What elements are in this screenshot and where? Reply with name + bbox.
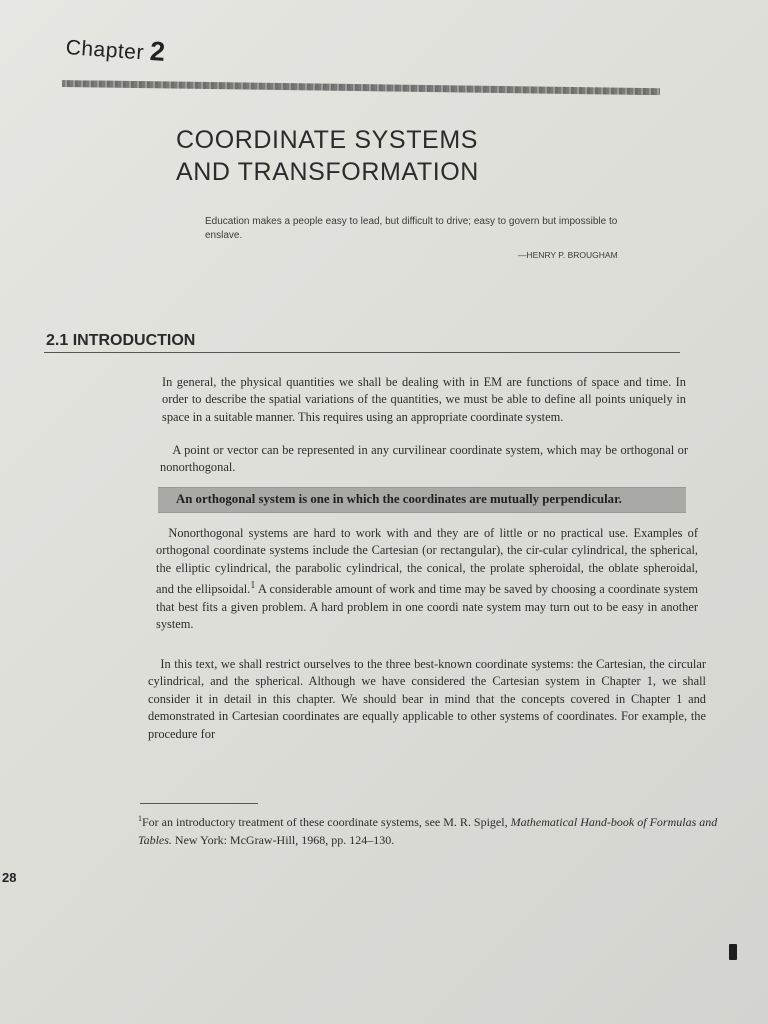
chapter-title-line1: COORDINATE SYSTEMS	[176, 126, 479, 154]
chapter-title	[176, 124, 479, 188]
paragraph-1: In general, the physical quantities we shall be dealing with in EM are functions of space and time. In order to describe the spatial variations of the quantities, we must be able to define all points uniquely in space in a suitable manner. This requires using an appropriate coordinate system.	[162, 375, 686, 424]
paragraph-4	[148, 656, 706, 743]
footnote-book-title: Mathematical Hand-book of Formulas and Tables.	[138, 815, 718, 847]
chapter-number: 2	[149, 35, 167, 67]
page-number: 28	[2, 870, 17, 885]
footnote-marker: 1	[138, 814, 142, 823]
chapter-decorative-bar	[62, 80, 660, 95]
paragraph-4-text: In this text, we shall restrict ourselves to the three best-known coordinate systems: the Cartesian, the circular cylindrical, and the spherical. Although we have considered the Cartesian system in Chapter 1, we shall consider it in detail in this chapter. We should bear in mind that the concepts covered in Chapter 1 and demonstrated in Cartesian coordinates are equally applicable to other systems of coordinates. For example, the procedure for	[148, 657, 706, 741]
footnote-reference: 1	[250, 580, 256, 592]
paragraph-3-text: Nonorthogonal systems are hard to work with and they are of little or no practical use. Examples of orthogonal coordinate systems include the Cartesian (or rectangular), the cir-cular cylindrical, the spherical, the elliptic cylindrical, the parabolic cylindrical, the conical, the prolate spheroidal, the oblate spheroidal, and the ellipsoidal.	[156, 526, 698, 597]
paragraph-2-text: A point or vector can be represented in any curvilinear coordinate system, which may be orthogonal or nonorthogonal.	[160, 443, 688, 475]
epigraph-quote: Education makes a people easy to lead, but difficult to drive; easy to govern but impossible to enslave.	[205, 216, 618, 241]
chapter-title-line2: AND TRANSFORMATION	[176, 158, 479, 186]
epigraph-attribution: —HENRY P. BROUGHAM	[518, 250, 618, 260]
chapter-word: Chapter	[65, 36, 145, 65]
paragraph-3-tail: A considerable amount of work and time may be saved by choosing a coordinate system that best fits a given problem. A hard problem in one coordi nate system may turn out to be easy in another system.	[156, 582, 698, 632]
section-heading: 2.1 INTRODUCTION	[46, 332, 196, 349]
footnote-rule	[140, 803, 258, 804]
paragraph-2	[160, 442, 688, 477]
definition-highlight-text: An orthogonal system is one in which the coordinates are mutually perpendicular.	[176, 492, 622, 506]
footnote	[138, 813, 718, 849]
chapter-label	[65, 30, 167, 68]
paragraph-3	[156, 525, 698, 634]
section-divider	[44, 352, 680, 353]
footnote-publisher: New York: McGraw-Hill, 1968, pp. 124–130.	[171, 833, 395, 847]
binder-clip-mark	[729, 944, 737, 960]
footnote-text: For an introductory treatment of these coordinate systems, see M. R. Spigel,	[142, 815, 511, 829]
